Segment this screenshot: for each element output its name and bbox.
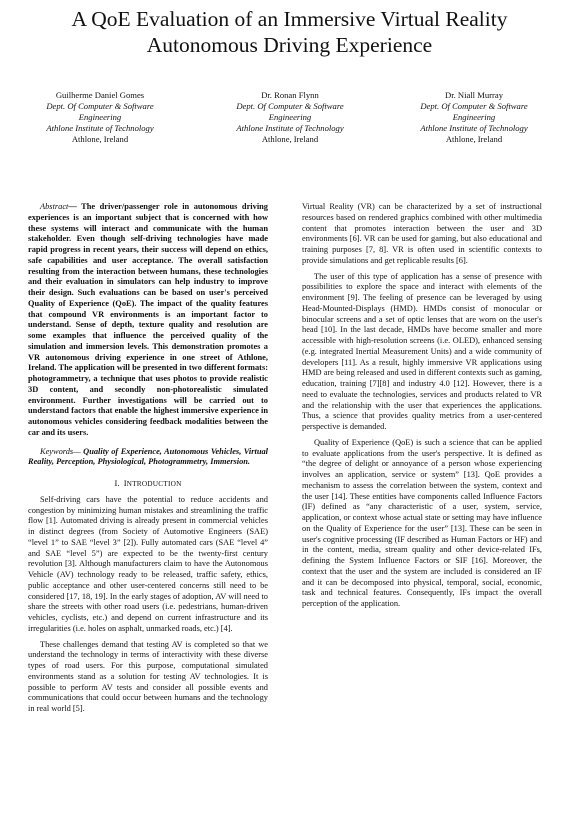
section-title-rest: NTRODUCTION xyxy=(126,479,182,488)
paper-title xyxy=(20,6,559,58)
body-paragraph: Self-driving cars have the potential to reduce accidents and congestion by minimizing human mistakes and streamlining the traffic flow [1]. Automated driving is already present in commercial vehicles in distinct degrees (from Society of Automotive Engineers (SAE) “level 1” to SAE “level 3” [2]). Fully automated cars (SAE “level 4” and SAE “level 5”) are expected to be the twenty-first century revolution [3]. Although manufacturers claim to have the Autonomous Vehicle (AV) technology ready to be released, traffic safety, ethics, public acceptance and other user-centered concerns still need to be considered [17, 18, 19]. In the early stages of adoption, AV will need to share the streets with other road users (i.e. pedestrians, human-driven vehicles, cyclists, etc.) and depend on current infrastructure and its irregularities (i.e. holes on asphalt, unmarked roads, etc.) [4]. xyxy=(28,494,268,633)
author-dept: Dept. Of Computer & Software xyxy=(420,101,528,111)
author-dept: Dept. Of Computer & Software xyxy=(46,101,154,111)
keywords xyxy=(28,447,268,469)
author-institute: Athlone Institute of Technology xyxy=(420,123,528,133)
author-dept-cont: Engineering xyxy=(78,112,122,122)
author-institute: Athlone Institute of Technology xyxy=(236,123,344,133)
author-name: Guilherme Daniel Gomes xyxy=(55,90,145,100)
section-title-initial: I xyxy=(123,478,127,488)
author-location: Athlone, Ireland xyxy=(445,134,503,144)
section-heading-introduction xyxy=(28,478,268,490)
section-numeral: I. xyxy=(114,478,120,488)
author-dept-cont: Engineering xyxy=(268,112,312,122)
author-location: Athlone, Ireland xyxy=(71,134,129,144)
body-paragraph: These challenges demand that testing AV is completed so that we understand the technology in terms of interactivity with these diverse types of road users. For this purpose, computational simulated environments stand as a solution for testing AV technologies. It is possible to perform AV tests and consider all possible events and communications that could occur between humans and the technology in real world [5]. xyxy=(28,639,268,713)
author-institute: Athlone Institute of Technology xyxy=(46,123,154,133)
keywords-text: Quality of Experience, Autonomous Vehicles, Virtual Reality, Perception, Physiological, Photogrammetry, Immersion. xyxy=(28,446,268,467)
body-paragraph: The user of this type of application has a sense of presence with possibilities to explore the space and interact with elements of the environment [9]. The feeling of presence can be leveraged by using Head-Mounted-Displays (HMD). HMDs consist of monocular or binocular screens and a set of optic lenses that are worn on the user's head [10]. In the last decade, HMDs have become smaller and more accessible with high-resolution screens (i.e. OLED), enhanced sensing (e.g. integrated Inertial Measurement Units) and a wide community of developers [11]. As a result, highly immersive VR applications using HMD are being released and used in different contexts such as gaming, education, training [7][8] and industry 4.0 [12]. However, there is a need to evaluate the technologies, services and products related to VR and the relationship with the user that experiences the applications. Thus, a science that provides quality metrics from a user-centered perspective is demanded. xyxy=(302,271,542,431)
author-dept: Dept. Of Computer & Software xyxy=(236,101,344,111)
abstract xyxy=(28,202,268,439)
keywords-label: Keywords— xyxy=(40,446,81,456)
author-block-3 xyxy=(384,90,564,145)
title-line-1: A QoE Evaluation of an Immersive Virtual Reality xyxy=(71,7,508,31)
left-column xyxy=(28,202,268,715)
abstract-label: Abstract xyxy=(40,202,69,211)
author-location: Athlone, Ireland xyxy=(261,134,319,144)
right-column xyxy=(302,202,542,610)
body-paragraph: Quality of Experience (QoE) is such a science that can be applied to evaluate applications from the user's perspective. It is defined as “the degree of delight or annoyance of a person whose experiencing involves an application, service or system” [13]. QoE provides a mechanism to assess the correlation between the system, context and the user [14]. These entities have components called Influence Factors (IF) defined as “any characteristic of a user, system, service, application, or context whose actual state or setting may have influence on the Quality of Experience for the user” [13]. These can be seen in user's cognitive processing (IF described as Human Factors or HF) and in the content, media, stream quality and other device-related IFs, defining the System Influence Factors or SIF [16]. Moreover, the context that the user and the system are included is considered an IF and it can be decomposed into physical, temporal, social, economic, task and technical features. Consequently, IFs impact the overall perception of the application. xyxy=(302,437,542,608)
abstract-text: — The driver/passenger role in autonomous driving experiences is an important subject that is concerned with how these systems will interact and communicate with the human stakeholder. Even though self-driving technologies have made rapid progress in recent years, their success will depend on ethics, safe capabilities and user acceptance. The overall satisfaction resulting from the interaction between humans, these technologies and their evaluation in simulators can help industry to improve their design. Such evaluations can be based on user's perceived Quality of Experience (QoE). The impact of the quality features that compound VR environments is an important factor to understand. Sense of depth, texture quality and resolution are some examples that influence the perceived quality of the simulation and immersion levels. This demonstration promotes a VR autonomous driving experience in one street of Athlone, Ireland. The application will be presented in two different formats: photogrammetry, a technique that uses photos to provide realistic 3D content, and secondly non-photorealistic simulated environment. Further investigations will be carried out to understand factors that enable the highest immersive experience in autonomous vehicles considering feedback modalities between the car and its users. xyxy=(28,202,268,437)
author-name: Dr. Niall Murray xyxy=(445,90,503,100)
title-line-2: Autonomous Driving Experience xyxy=(146,33,433,57)
author-name: Dr. Ronan Flynn xyxy=(261,90,319,100)
body-paragraph: Virtual Reality (VR) can be characterized by a set of instructional resources based on rendered graphics combined with other multimedia content that promotes interaction between the user and 3D environments [6]. VR can be used for gaming, but also educational and training purposes [7, 8]. VR is often used in scientific contexts to provide simulations and get replicable results [6]. xyxy=(302,202,542,265)
author-block-1 xyxy=(10,90,190,145)
author-dept-cont: Engineering xyxy=(452,112,496,122)
author-block-2 xyxy=(200,90,380,145)
